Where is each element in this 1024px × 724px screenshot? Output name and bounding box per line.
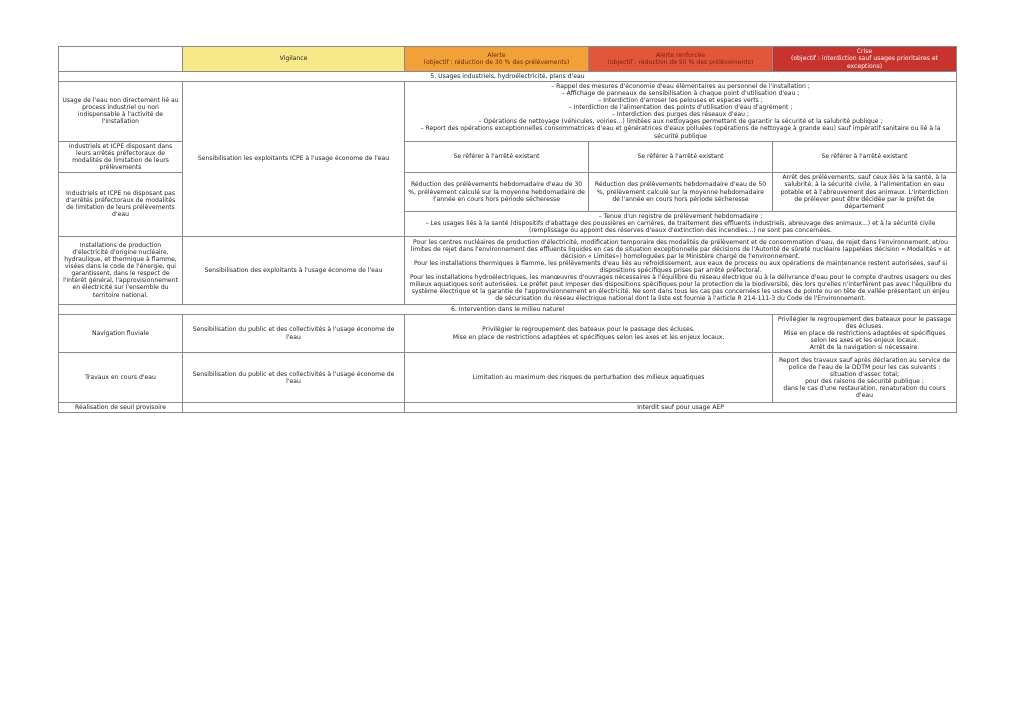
list-item: – Rappel des mesures d'économie d'eau élémentaires au personnel de l'installation ;	[551, 83, 810, 91]
list-item: Privilégier le regroupement des bateaux pour le passage des écluses.	[777, 315, 952, 330]
list-item: Privilégier le regroupement des bateaux pour le passage des écluses.	[482, 326, 695, 334]
table-row	[59, 236, 957, 304]
list-item: Report des travaux sauf après déclaration au service de police de l'eau de la DDTM pour les cas suivants :	[778, 356, 951, 371]
icpe-avec-arrete-alerte: Se référer à l'arrêté existant	[405, 141, 589, 172]
list-item: – Les usages liés à la santé (dispositifs d'abattage des poussières en carrières, de traitement des effluents industriels, abreuvage des animaux...) et à la sécurité civile (remplissage ou appoint des réserves d'eaux d'extinction des incendies...) ne sont pas concernées.	[425, 220, 936, 235]
table-row	[59, 314, 957, 352]
section-6-row	[59, 304, 957, 314]
icpe-avec-arrete-renforcee: Se référer à l'arrêté existant	[589, 141, 773, 172]
seuil-vigilance-empty	[183, 403, 405, 413]
header-vigilance: Vigilance	[183, 47, 405, 72]
navigation-crise	[773, 314, 957, 352]
list-item: Mise en place de restrictions adaptées et spécifiques selon les axes et les enjeux locaux.	[452, 333, 725, 341]
production-electricite-measures	[405, 236, 957, 304]
travaux-crise	[773, 353, 957, 403]
table-row	[59, 403, 957, 413]
list-item: – Affichage de panneaux de sensibilisation à chaque point d'utilisation d'eau ;	[561, 90, 800, 98]
table-row	[59, 353, 957, 403]
list-item: dans le cas d'une restauration, renaturation du cours d'eau	[783, 384, 946, 399]
icpe-sans-arrete-subtable	[405, 173, 956, 235]
list-item: Arrêt de la navigation si nécessaire.	[809, 344, 920, 352]
navigation-vigilance: Sensibilisation du public et des collectivités à l'usage économe de l'eau	[183, 314, 405, 352]
icpe-sans-arrete-renforcee: Réduction des prélèvements hebdomadaire d'eau de 50 %, prélèvement calculé sur la moyenne hebdomadaire de l'année en cours hors période sécheresse	[589, 173, 773, 211]
icpe-sans-arrete-crise: Arrêt des prélèvements, sauf ceux liés à la santé, à la salubrité, à la sécurité civile, à l'alimentation en eau potable et à l'abreuvement des animaux. L'interdiction de prélever peut être décidée par le préfet de département	[772, 173, 956, 211]
list-item: pour des raisons de sécurité publique ;	[805, 377, 924, 385]
row-label-icpe-avec-arrete: Industriels et ICPE disposant dans leurs arrêtés préfectoraux de modalités de limitation de leurs prélèvements	[59, 141, 183, 172]
icpe-sans-arrete-common	[405, 211, 956, 235]
list-item: – Interdiction d'arroser les pelouses et espaces verts ;	[598, 97, 763, 105]
header-alerte-renforcee: Alerte renforcée (objectif : réduction de 50 % des prélèvements)	[589, 47, 773, 72]
icpe-avec-arrete-crise: Se référer à l'arrêté existant	[773, 141, 957, 172]
row-label-navigation: Navigation fluviale	[59, 314, 183, 352]
navigation-alerte	[405, 314, 773, 352]
header-crise: Crise (objectif : interdiction sauf usages prioritaires et exceptions)	[773, 47, 957, 72]
drought-measures-table	[58, 46, 957, 413]
row-label-usage-non-lie: Usage de l'eau non directement lié au process industriel ou non indispensable à l'activité de l'installation	[59, 82, 183, 142]
list-item: – Interdiction de l'alimentation des points d'utilisation d'eau d'agrément ;	[568, 104, 793, 112]
table-row	[59, 82, 957, 142]
header-empty	[59, 47, 183, 72]
usage-measures-list	[405, 82, 957, 142]
list-item: Mise en place de restrictions adaptées et spécifiques selon les axes et les enjeux locaux.	[783, 330, 946, 345]
list-item: Pour les installations thermiques à flamme, les prélèvements d'eau liés au refroidissement, aux eaux de process ou aux opérations de maintenance restent autorisées, sauf si dispositions spécifiques prises par arrêté préfectoral.	[413, 259, 948, 274]
list-item: Pour les centres nucléaires de production d'électricité, modification temporaire des modalités de prélèvement et de consommation d'eau, de rejet dans l'environnement, et/ou limites de rejet dans l'environnement des effluents liquides en cas de situation exceptionnelle par décisions de l'Autorité de sûreté nucléaire (appelées décision « Modalités » et décision « Limites») homologuées par le Ministère chargé de l'environnement.	[410, 238, 951, 260]
seuil-value: Interdit sauf pour usage AEP	[405, 403, 957, 413]
vigilance-icpe: Sensibilisation les exploitants ICPE à l'usage économe de l'eau	[183, 82, 405, 237]
icpe-sans-arrete-cells	[405, 172, 957, 236]
list-item: – Opérations de nettoyage (véhicules, voiries...) limitées aux nettoyages permettant de garantir la sécurité et la salubrité publique ;	[478, 118, 883, 126]
row-label-travaux: Travaux en cours d'eau	[59, 353, 183, 403]
list-item: – Report des opérations exceptionnelles consommatrices d'eau et génératrices d'eaux polluées (opérations de nettoyage à grande eau) sauf impératif sanitaire ou lié à la sécurité publique	[420, 125, 941, 140]
list-item: – Tenue d'un registre de prélèvement hebdomadaire ;	[598, 212, 763, 220]
section-5-row	[59, 72, 957, 82]
section-5-title: 5. Usages industriels, hydroélectricité, plans d'eau	[59, 72, 957, 82]
header-row	[59, 47, 957, 72]
list-item: Pour les installations hydroélectriques, les manœuvres d'ouvrages nécessaires à l'équilibre du réseau électrique ou à la délivrance d'eau pour le compte d'autres usagers ou des milieux aquatiques sont autorisées. Le préfet peut imposer des dispositions spécifiques pour la protection de la biodiversité, dès lors qu'elles n'interfèrent pas avec l'équilibre du système électrique et la garantie de l'approvisionnement en électricité. Ne sont dans tous les cas pas concernées les usines de pointe ou en tête de vallée présentant un enjeu de sécurisation du réseau électrique national dont la liste est fournie à l'article R 214-111-3 du Code de l'Environnement.	[409, 273, 952, 303]
list-item: situation d'assec total;	[829, 370, 900, 378]
list-item: – Interdiction des purges des réseaux d'eau ;	[611, 111, 750, 119]
row-label-production-electricite: Installations de production d'électricité d'origine nucléaire, hydraulique, et thermique à flamme, visées dans le code de l'énergie, qui garantissent, dans le respect de l'intérêt général, l'approvisionnement en électricité sur l'ensemble du territoire national.	[59, 236, 183, 304]
row-label-seuil: Réalisation de seuil provisoire	[59, 403, 183, 413]
section-6-title: 6. Intervention dans le milieu naturel	[59, 304, 957, 314]
production-electricite-vigilance: Sensibilisation des exploitants à l'usage économe de l'eau	[183, 236, 405, 304]
travaux-vigilance: Sensibilisation du public et des collectivités à l'usage économe de l'eau	[183, 353, 405, 403]
header-alerte: Alerte (objectif : réduction de 30 % des prélèvements)	[405, 47, 589, 72]
travaux-alerte: Limitation au maximum des risques de perturbation des milieux aquatiques	[405, 353, 773, 403]
row-label-icpe-sans-arrete: Industriels et ICPE ne disposant pas d'arrêtés préfectoraux de modalités de limitation de leurs prélèvements d'eau	[59, 172, 183, 236]
icpe-sans-arrete-alerte: Réduction des prélèvements hebdomadaire d'eau de 30 %, prélèvement calculé sur la moyenne hebdomadaire de l'année en cours hors période sécheresse	[405, 173, 589, 211]
